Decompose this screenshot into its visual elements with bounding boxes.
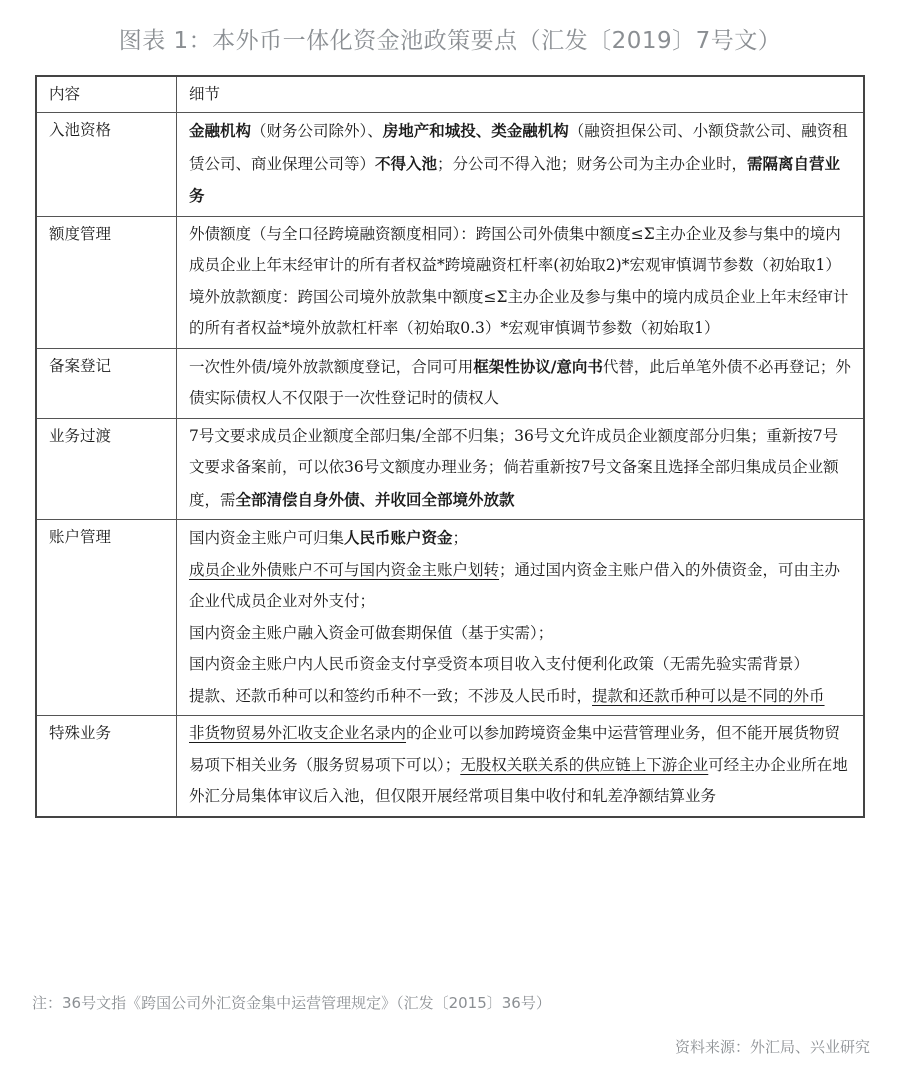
detail-text: 一次性外债/境外放款额度登记，合同可用 (189, 357, 474, 376)
row-category: 备案登记 (36, 348, 177, 418)
detail-paragraph (189, 681, 853, 713)
emphasis-text: 框架性协议/意向书 (473, 356, 603, 376)
detail-paragraph (189, 421, 853, 517)
detail-text: 提款、还款币种可以和签约币种不一致；不涉及人民币时， (189, 686, 593, 705)
detail-text: 境外放款额度：跨国公司境外放款集中额度≤Σ主办企业及参与集中的境内成员企业上年末经审计的所有者权益*境外放款杠杆率（初始取0.3）*宏观审慎调节参数（初始取1） (189, 287, 849, 337)
detail-text: 国内资金主账户融入资金可做套期保值（基于实需）； (189, 623, 554, 642)
detail-text: 可经主办企业所在地外汇分局集体审议后入池，但仅限开展经常项目集中收付和轧差净额结算业务 (189, 755, 848, 805)
row-category: 业务过渡 (36, 418, 177, 520)
row-details (177, 716, 865, 817)
header-details: 细节 (177, 76, 865, 113)
detail-paragraph (189, 522, 853, 555)
detail-paragraph (189, 618, 853, 650)
row-details (177, 348, 865, 418)
header-content: 内容 (36, 76, 177, 113)
row-category: 特殊业务 (36, 716, 177, 817)
row-category: 额度管理 (36, 216, 177, 348)
detail-paragraph (189, 219, 853, 282)
detail-text: ；分公司不得入池；财务公司为主办企业时， (437, 154, 748, 173)
table-row (36, 348, 864, 418)
table-row (36, 418, 864, 520)
detail-paragraph (189, 649, 853, 681)
footnote: 注：36号文指《跨国公司外汇资金集中运营管理规定》（汇发〔2015〕36号） (32, 994, 551, 1012)
emphasis-text: 全部清偿自身外债、并收回全部境外放款 (235, 489, 515, 509)
detail-text: 外债额度（与全口径跨境融资额度相同）：跨国公司外债集中额度≤Σ主办企业及参与集中的境内成员企业上年末经审计的所有者权益*跨境融资杠杆率(初始取2)*宏观审慎调节参数（初始取1） (189, 224, 841, 274)
detail-text: ；通过国内资金主账户借入的外债资金，可由主办企业代成员企业对外支付； (189, 560, 841, 610)
table-header-row (36, 76, 864, 113)
emphasis-text: 人民币账户资金 (344, 528, 453, 547)
emphasis-text: 不得入池 (375, 153, 438, 173)
underlined-text: 提款和还款币种可以是不同的外币 (592, 686, 825, 705)
row-category: 入池资格 (36, 113, 177, 217)
detail-paragraph (189, 555, 853, 618)
detail-text: 7号文要求成员企业额度全部归集/全部不归集；36号文允许成员企业额度部分归集；重新按7号文要求备案前，可以依36号文额度办理业务；倘若重新按7号文备案且选择全部归集成员企业额度，需 (189, 426, 839, 509)
detail-paragraph (189, 115, 853, 213)
table-row (36, 113, 864, 217)
emphasis-text: 金融机构 (189, 121, 252, 140)
row-details (177, 520, 865, 716)
source-attribution: 资料来源：外汇局、兴业研究 (674, 1038, 870, 1056)
detail-paragraph (189, 351, 853, 415)
detail-text: 国内资金主账户内人民币资金支付享受资本项目收入支付便利化政策（无需先验实需背景） (189, 655, 810, 673)
row-details (177, 113, 865, 217)
policy-table (35, 75, 865, 818)
table-row (36, 520, 864, 716)
row-category: 账户管理 (36, 520, 177, 716)
detail-text: （融资担保公司、小额贷款公司、融资租赁公司、商业保理公司等） (189, 122, 848, 173)
underlined-text: 成员企业外债账户不可与国内资金主账户划转 (189, 560, 500, 579)
row-details (177, 418, 865, 520)
table-row (36, 216, 864, 348)
underlined-text: 无股权关联关系的供应链上下游企业 (460, 755, 709, 774)
underlined-text: 非货物贸易外汇收支企业名录内 (189, 724, 407, 742)
detail-text: ； (452, 529, 469, 547)
detail-paragraph (189, 282, 853, 345)
emphasis-text: 需隔离自营业务 (189, 153, 841, 205)
detail-text: 的企业可以参加跨境资金集中运营管理业务，但不能开展货物贸易项下相关业务（服务贸易项下可以）； (189, 724, 841, 774)
row-details (177, 216, 865, 348)
detail-text: （财务公司除外）、 (251, 122, 383, 140)
detail-text: 代替，此后单笔外债不必再登记；外债实际债权人不仅限于一次性登记时的债权人 (189, 357, 851, 407)
detail-paragraph (189, 718, 853, 813)
emphasis-text: 房地产和城投、类金融机构 (382, 121, 569, 140)
detail-text: 国内资金主账户可归集 (189, 529, 345, 547)
figure-title: 图表 1：本外币一体化资金池政策要点（汇发〔2019〕7号文） (118, 28, 782, 54)
table-row (36, 716, 864, 817)
